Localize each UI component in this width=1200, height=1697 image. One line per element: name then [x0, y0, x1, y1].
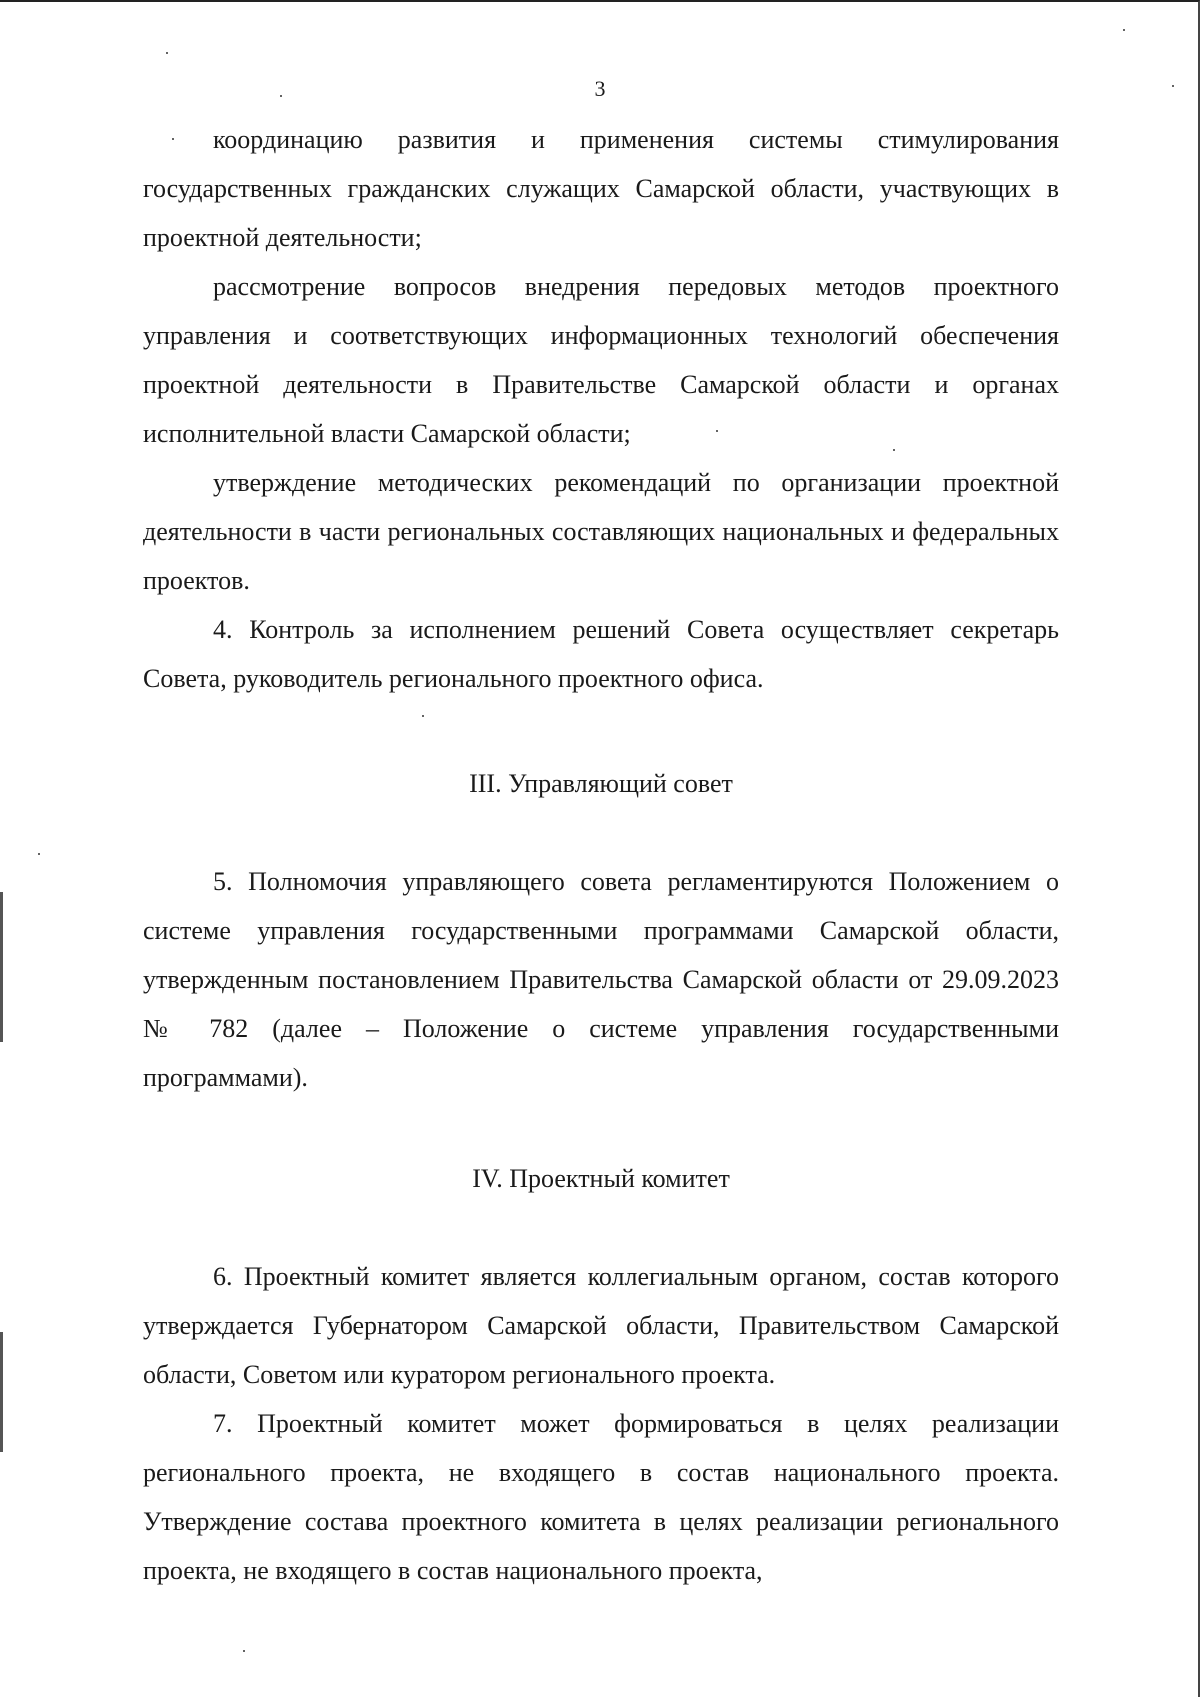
paragraph-steering-council-powers: 5. Полномочия управляющего совета регламентируются Положением о системе управления государственными программами Самарской области, утвержденным постановлением Правительства Самарской области от 29.09.2023 № 782 (далее – Положение о системе управления государственными программами).: [143, 867, 1059, 1092]
scan-speck: [166, 52, 168, 54]
section-steering-council-body: [143, 857, 1059, 1102]
paragraph-recommendations: утверждение методических рекомендаций по организации проектной деятельности в части региональных составляющих национальных и федеральных проектов.: [143, 468, 1059, 595]
section-project-committee: [143, 1154, 1059, 1203]
paragraph-committee-formation: 7. Проектный комитет может формироваться в целях реализации регионального проекта, не входящего в состав национального проекта. Утверждение состава проектного комитета в целях реализации регионального проекта, не входящего в состав национального проекта,: [143, 1409, 1059, 1585]
page-number: 3: [594, 76, 606, 101]
scan-speck: [243, 1650, 245, 1652]
top-paragraphs: [143, 115, 1059, 703]
scan-speck: [280, 95, 282, 97]
scan-speck: [893, 449, 895, 451]
scan-speck: [1172, 85, 1174, 87]
scan-speck: [716, 430, 718, 432]
scan-speck: [422, 715, 424, 717]
section-project-committee-body: [143, 1252, 1059, 1595]
section-steering-council: [143, 759, 1059, 808]
section-heading-project-committee: IV. Проектный комитет: [472, 1164, 730, 1193]
paragraph-methods: рассмотрение вопросов внедрения передовых методов проектного управления и соответствующих информационных технологий обеспечения проектной деятельности в Правительстве Самарской области и органах исполнительной власти Самарской области;: [143, 272, 1059, 448]
paragraph-control: 4. Контроль за исполнением решений Совета осуществляет секретарь Совета, руководитель регионального проектного офиса.: [143, 615, 1059, 693]
paragraph-coordination: координацию развития и применения системы стимулирования государственных гражданских служащих Самарской области, участвующих в проектной деятельности;: [143, 125, 1059, 252]
scan-edge-shadow: [0, 892, 3, 1042]
scan-edge-shadow: [0, 1332, 3, 1452]
scan-speck: [172, 138, 174, 140]
paragraph-committee-definition: 6. Проектный комитет является коллегиальным органом, состав которого утверждается Губернатором Самарской области, Правительством Самарской области, Советом или куратором регионального проекта.: [143, 1262, 1059, 1389]
scan-speck: [38, 853, 40, 855]
scan-speck: [1123, 29, 1125, 31]
section-heading-steering-council: III. Управляющий совет: [469, 769, 733, 798]
